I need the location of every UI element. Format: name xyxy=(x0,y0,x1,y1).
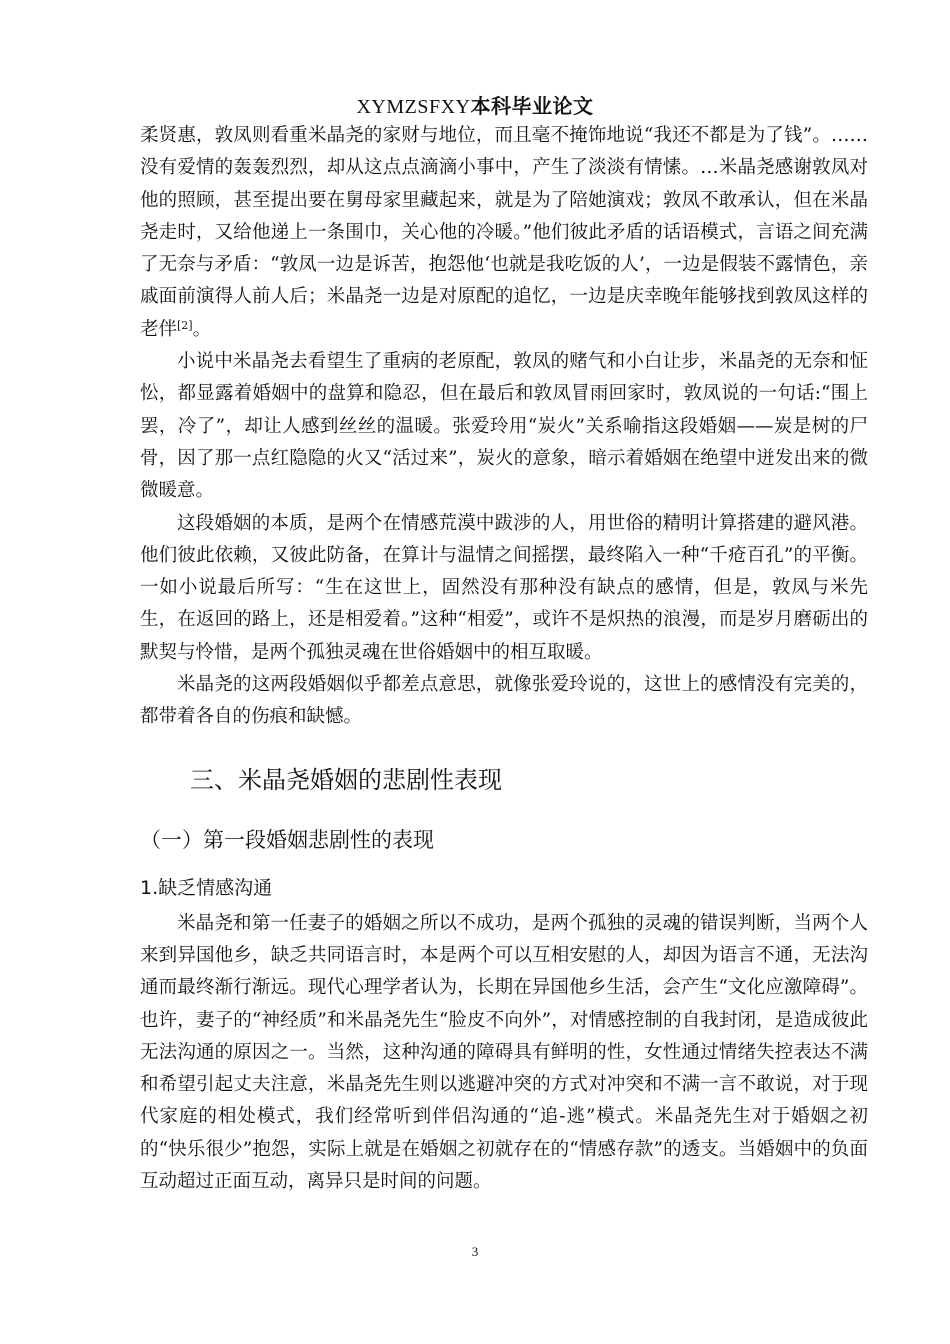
paragraph-4: 米晶尧的这两段婚姻似乎都差点意思，就像张爱玲说的，这世上的感情没有完美的，都带着各自的伤痕和缺憾。 xyxy=(140,674,868,728)
subsubsection-heading: 1.缺乏情感沟通 xyxy=(140,876,273,899)
paragraph-2: 小说中米晶尧去看望生了重病的老原配，敦凤的赌气和小白让步，米晶尧的无奈和怔忪，都显露着婚姻中的盘算和隐忍，但在最后和敦凤冒雨回家时，敦凤说的一句话:“围上罢，冷了”，却让人感到丝丝的温暖。张爱玲用“炭火”关系喻指这段婚姻——炭是树的尸骨，因了那一点红隐隐的火又“活过来”，炭火的意象，暗示着婚姻在绝望中迸发出来的微微暖意。 xyxy=(140,351,868,502)
section-heading: 三、米晶尧婚姻的悲剧性表现 xyxy=(190,765,502,794)
paragraph-1 xyxy=(140,120,868,346)
page-header xyxy=(0,92,950,121)
page-number: 3 xyxy=(471,1244,479,1259)
paragraph-1-text: 柔贤惠，敦凤则看重米晶尧的家财与地位，而且毫不掩饰地说“我还不都是为了钱”。……没有爱情的轰轰烈烈，却从这点点滴滴小事中，产生了淡淡有情愫。…米晶尧感谢敦凤对他的照顾，甚至提出要在舅母家里藏起来，就是为了陪她演戏；敦凤不敢承认，但在米晶尧走时，又给他递上一条围巾，关心他的冷暖。”他们彼此矛盾的话语模式，言语之间充满了无奈与矛盾：“敦凤一边是诉苦，抱怨他‘也就是我吃饭的人’，一边是假装不露情色，亲戚面前演得人前人后；米晶尧一边是对原配的追忆，一边是庆幸晚年能够找到敦凤这样的老伴 xyxy=(140,125,868,340)
header-code: XYMZSFXY xyxy=(356,96,471,118)
paragraph-3: 这段婚姻的本质，是两个在情感荒漠中跋涉的人，用世俗的精明计算搭建的避风港。他们彼此依赖，又彼此防备，在算计与温情之间摇摆，最终陷入一种“千疮百孔”的平衡。一如小说最后所写：“生在这世上，固然没有那种没有缺点的感情，但是，敦凤与米先生，在返回的路上，还是相爱着。”这种“相爱”，或许不是炽热的浪漫，而是岁月磨砺出的默契与怜惜，是两个孤独灵魂在世俗婚姻中的相互取暖。 xyxy=(140,512,868,663)
body-text xyxy=(140,120,868,1198)
header-title: 本科毕业论文 xyxy=(470,94,594,118)
paragraph-1-end: 。 xyxy=(192,318,212,340)
subsection-heading: （一）第一段婚姻悲剧性的表现 xyxy=(140,827,434,852)
citation-ref: [2] xyxy=(177,318,193,332)
paragraph-5: 米晶尧和第一任妻子的婚姻之所以不成功，是两个孤独的灵魂的错误判断，当两个人来到异国他乡，缺乏共同语言时，本是两个可以互相安慰的人，却因为语言不通，无法沟通而最终渐行渐远。现代心理学者认为，长期在异国他乡生活，会产生“文化应激障碍”。也许，妻子的“神经质”和米晶尧先生“脸皮不向外”，对情感控制的自我封闭，是造成彼此无法沟通的原因之一。当然，这种沟通的障碍具有鲜明的性，女性通过情绪失控表达不满和希望引起丈夫注意，米晶尧先生则以逃避冲突的方式对冲突和不满一言不敢说，对于现代家庭的相处模式，我们经常听到伴侣沟通的“追-逃”模式。米晶尧先生对于婚姻之初的“快乐很少”抱怨，实际上就是在婚姻之初就存在的“情感存款”的透支。当婚姻中的负面互动超过正面互动，离异只是时间的问题。 xyxy=(140,912,868,1193)
